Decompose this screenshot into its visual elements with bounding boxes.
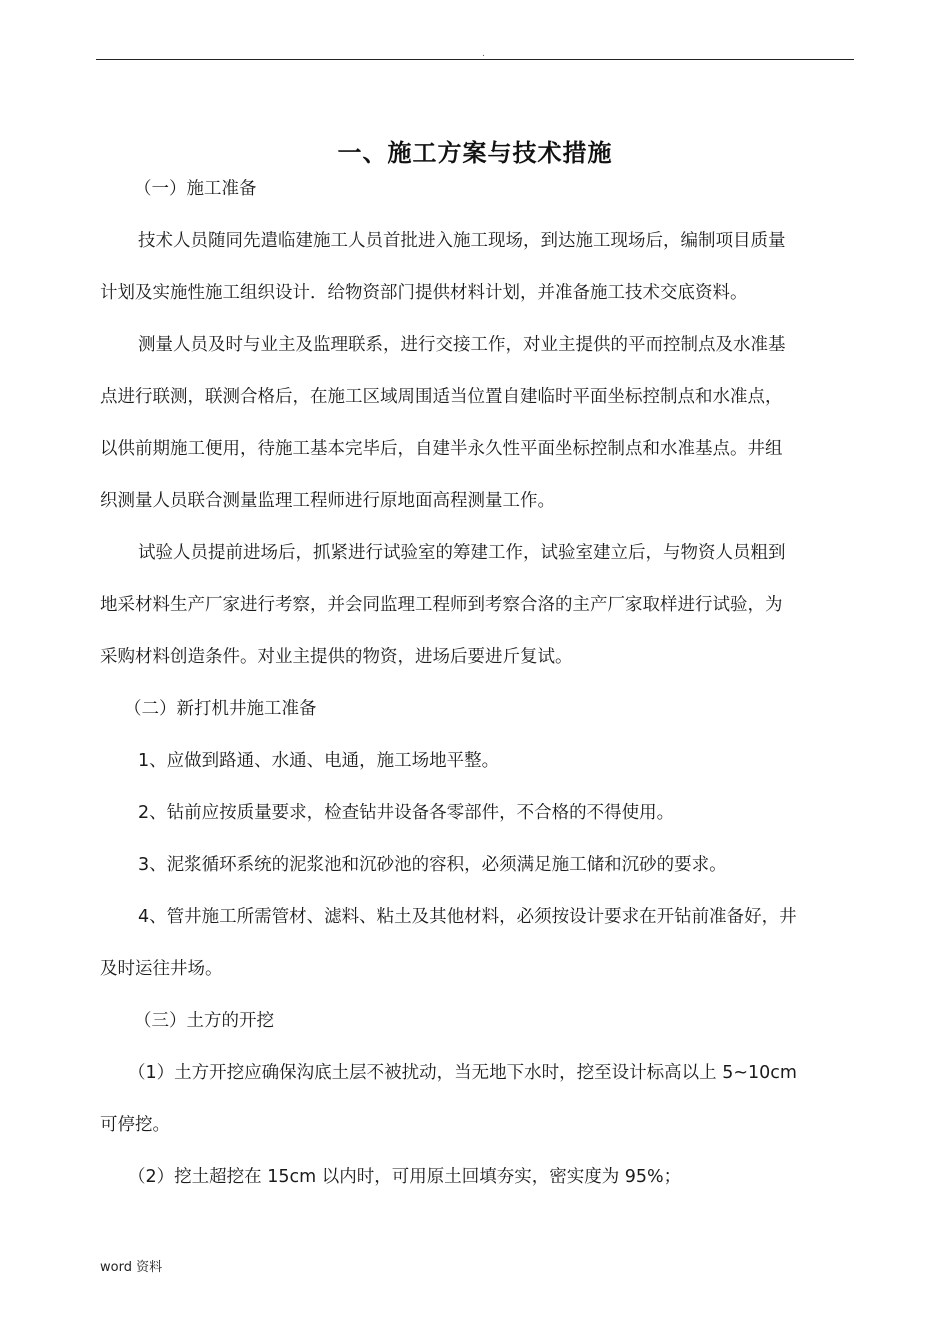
paragraph-line: 技术人员随同先遣临建施工人员首批进入施工现场，到达施工现场后，编制项目质量 [138,231,786,251]
paragraph-line: 地采材料生产厂家进行考察，并会同监理工程师到考察合洛的主产厂家取样进行试验，为 [100,595,783,615]
paragraph-line: 织测量人员联合测量监理工程师进行原地面高程测量工作。 [100,491,555,511]
paragraph-line: 点进行联测，联测合格后，在施工区域周围适当位置自建临时平面坐标控制点和水准点， [100,387,783,407]
paragraph-line: 试验人员提前进场后，抓紧进行试验室的筹建工作，试验室建立后，与物资人员粗到 [138,543,786,563]
header-mark: . [482,49,485,59]
list-item: 1、应做到路通、水通、电通，施工场地平整。 [138,751,500,771]
header-rule [96,59,854,60]
paragraph-line: 以供前期施工便用，待施工基本完毕后，自建半永久性平面坐标控制点和水准基点。井组 [100,439,783,459]
section-heading-3: （三）土方的开挖 [134,1011,274,1031]
list-item: 4、管井施工所需管材、滤料、粘土及其他材料，必须按设计要求在开钻前准备好，井 [138,907,797,927]
list-item: 3、泥浆循环系统的泥浆池和沉砂池的容积，必须满足施工储和沉砂的要求。 [138,855,727,875]
paragraph-line: 采购材料创造条件。对业主提供的物资，进场后要进斤复试。 [100,647,573,667]
list-item-continuation: 及时运往井场。 [100,959,223,979]
section-heading-2: （二）新打机井施工准备 [124,699,317,719]
paragraph-line: 计划及实施性施工组织设计．给物资部门提供材料计划，并准备施工技术交底资料。 [100,283,748,303]
paragraph-line: 测量人员及时与业主及监理联系，进行交接工作，对业主提供的平而控制点及水准基 [138,335,786,355]
list-item-continuation: 可停挖。 [100,1115,170,1135]
footer-label: word 资料 [100,1260,163,1275]
list-item: （1）土方开挖应确保沟底土层不被扰动，当无地下水时，挖至设计标高以上 5~10cm [128,1063,797,1083]
document-title: 一、施工方案与技术措施 [337,139,613,167]
section-heading-1: （一）施工准备 [134,179,257,199]
list-item: 2、钻前应按质量要求，检查钻井设备各零部件，不合格的不得使用。 [138,803,675,823]
list-item: （2）挖土超挖在 15cm 以内时，可用原土回填夯实，密实度为 95%； [128,1167,682,1187]
